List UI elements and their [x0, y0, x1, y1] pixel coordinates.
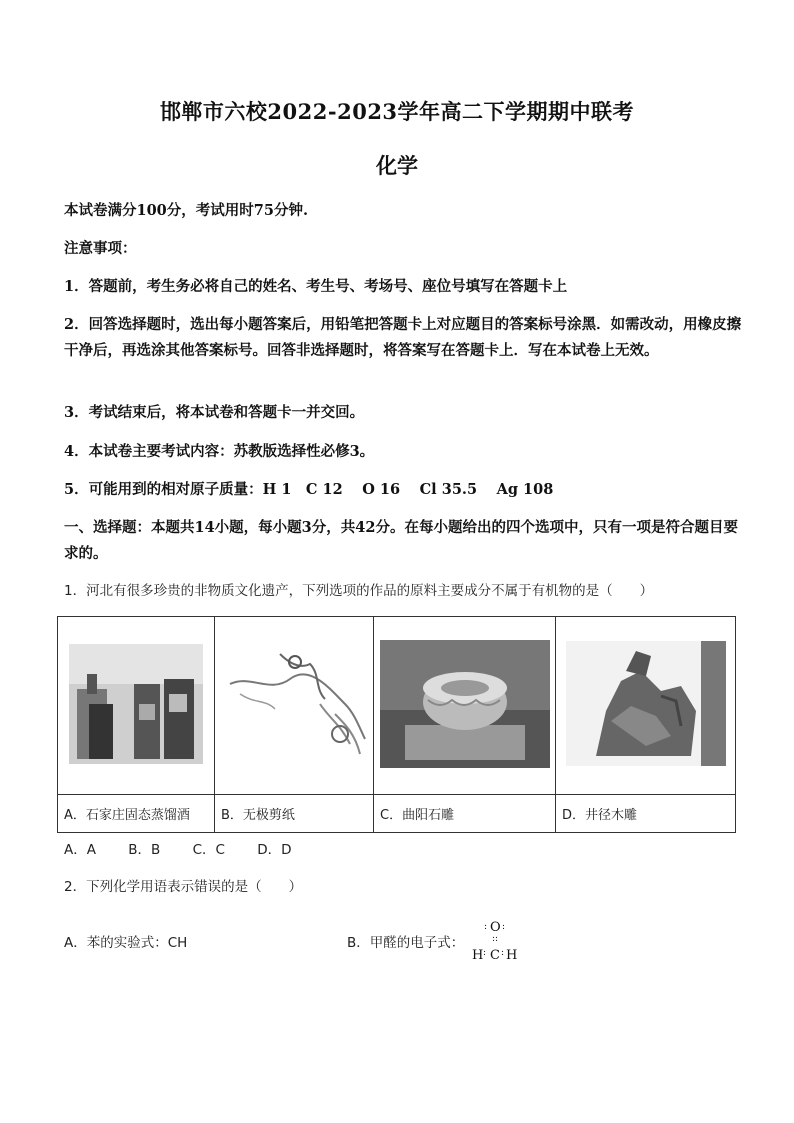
formula-hydrogen-right: H — [506, 948, 518, 963]
note-item-1: 1．答题前，考生务必将自己的姓名、考生号、考场号、座位号填写在答题卡上 — [64, 278, 568, 295]
question-1-options — [64, 839, 744, 861]
question-2-stem: 2．下列化学用语表示错误的是（ ） — [64, 879, 303, 895]
option-b: B．B — [128, 842, 161, 858]
question-2-option-a: A．苯的实验式：CH — [64, 935, 188, 951]
liquor-bottles-image — [69, 644, 203, 764]
image-cell-a — [58, 617, 215, 795]
image-cell-d — [556, 617, 736, 795]
note-item-5: 5．可能用到的相对原子质量：H 1 C 12 O 16 Cl 35.5 Ag 108 — [64, 481, 554, 498]
image-cell-b — [215, 617, 374, 795]
intro-line: 本试卷满分100分，考试用时75分钟. — [64, 202, 308, 219]
formula-oxygen: O — [490, 920, 501, 935]
exam-title: 邯郸市六校2022-2023学年高二下学期期中联考 — [159, 99, 635, 124]
note-item-3: 3．考试结束后，将本试卷和答题卡一并交回。 — [64, 404, 365, 421]
notes-heading: 注意事项： — [64, 240, 137, 257]
caption-c: C．曲阳石雕 — [374, 795, 556, 833]
wood-carving-image — [566, 641, 726, 766]
bond-dots-right: : — [501, 948, 505, 958]
question-2-option-b: B．甲醛的电子式： — [347, 935, 465, 951]
double-bond-dots: :: — [492, 934, 499, 944]
image-cell-c — [374, 617, 556, 795]
caption-d: D．井径木雕 — [556, 795, 736, 833]
subject-title: 化学 — [376, 153, 418, 178]
formula-hydrogen-left: H — [472, 948, 484, 963]
bond-dots-left: : — [483, 948, 487, 958]
formaldehyde-electron-formula — [470, 918, 520, 968]
question-1-image-table — [57, 616, 736, 833]
oxygen-left-dots: : — [484, 922, 488, 932]
caption-b: B．无极剪纸 — [215, 795, 374, 833]
stone-carving-image — [380, 640, 550, 768]
option-c: C．C — [192, 842, 225, 858]
caption-a: A．石家庄固态蒸馏酒 — [58, 795, 215, 833]
section-heading: 一、选择题：本题共14小题，每小题3分，共42分。在每小题给出的四个选项中，只有一项是符合题目要求的。 — [64, 519, 738, 562]
option-d: D．D — [257, 842, 292, 858]
option-a: A．A — [64, 842, 96, 858]
note-item-4: 4．本试卷主要考试内容：苏教版选择性必修3。 — [64, 443, 375, 460]
note-item-2: 2．回答选择题时，选出每小题答案后，用铅笔把答题卡上对应题目的答案标号涂黑．如需改动，用橡皮擦干净后，再选涂其他答案标号。回答非选择题时，将答案写在答题卡上．写在本试卷上无效。 — [64, 316, 742, 359]
paper-cut-image — [220, 644, 368, 764]
question-1-stem: 1．河北有很多珍贵的非物质文化遗产，下列选项的作品的原料主要成分不属于有机物的是（ ） — [64, 583, 654, 599]
oxygen-right-dots: : — [502, 922, 506, 932]
formula-carbon: C — [490, 948, 500, 963]
